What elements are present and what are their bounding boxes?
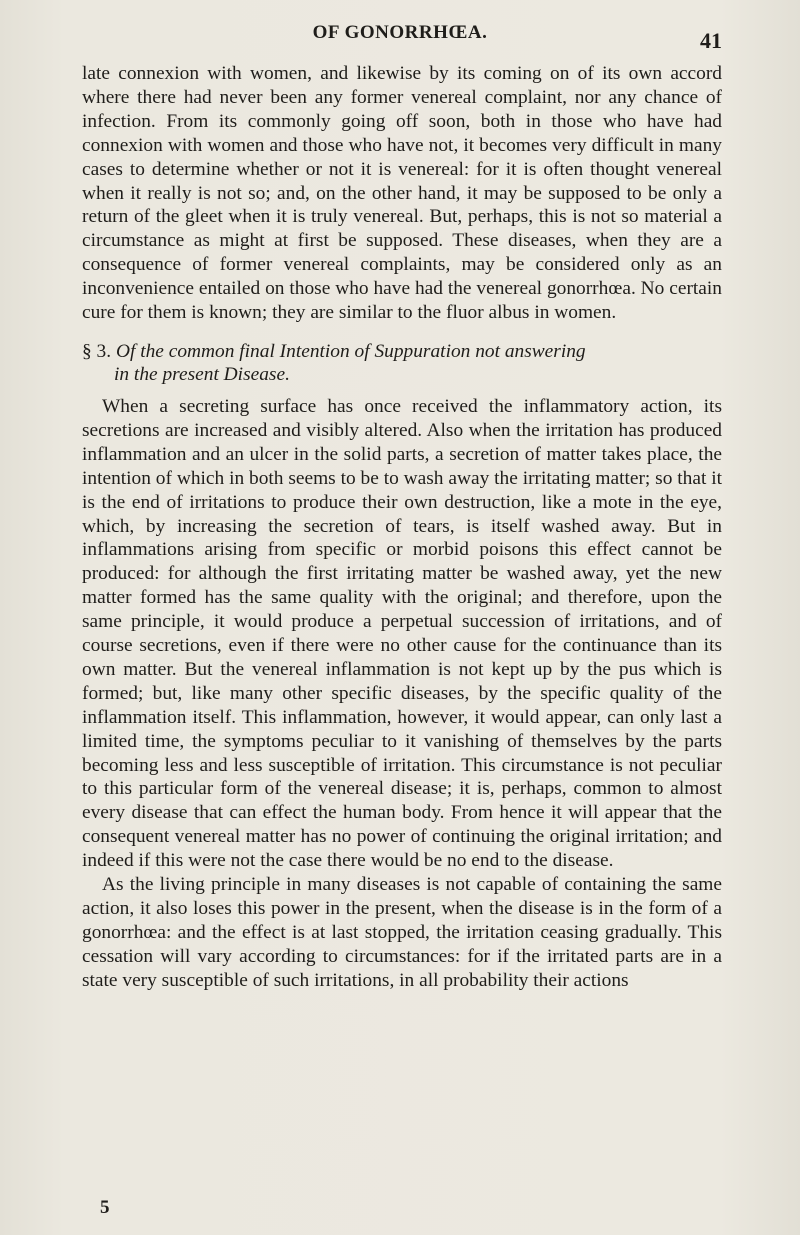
running-title: OF GONORRHŒA. <box>312 22 488 43</box>
body-text <box>82 62 722 993</box>
paragraph-living-principle: As the living principle in many diseases is not capable of containing the same action, it also loses this power in the present, when the disease is in the form of a gonorrhœa: and the effect is at last stopped, the irritation ceasing gradually. This cessation will vary according to circumstances: for if the irritated parts are in a state very susceptible of such irritations, in all probability their actions <box>82 874 722 991</box>
section-title-line1: Of the common final Intention of Suppuration not answering <box>115 340 586 362</box>
section-title-line2: in the present Disease. <box>114 363 290 385</box>
section-number: § 3. <box>82 340 112 362</box>
page-number: 41 <box>700 28 722 53</box>
section-heading <box>82 340 722 386</box>
signature-mark: 5 <box>100 1197 110 1218</box>
paragraph-continuation: late connexion with women, and likewise by its coming on of its own accord where there had never been any former venereal complaint, nor any chance of infection. From its commonly going off soon, both in those who have had connexion with women and those who have not, it becomes very difficult in many cases to determine whether or not it is venereal: for it is often thought venereal when it really is not so; and, on the other hand, it may be supposed to be only a return of the gleet when it is truly venereal. But, perhaps, this is not so material a circumstance as might at first be supposed. These diseases, when they are a consequence of former venereal complaints, may be considered only as an inconvenience entailed on those who have had the venereal gonorrhœa. No certain cure for them is known; they are similar to the fluor albus in women. <box>82 63 722 324</box>
running-head <box>80 22 720 52</box>
paragraph-secretion: When a secreting surface has once received the inflammatory action, its secretions are increased and visibly altered. Also when the irritation has produced inflammation and an ulcer in the solid parts, a secretion of matter takes place, the intention of which in both seems to be to wash away the irritating matter; so that it is the end of irritations to produce their own destruction, like a mote in the eye, which, by increasing the secretion of tears, is itself washed away. But in inflammations arising from specific or morbid poisons this effect cannot be produced: for although the first irritating matter be washed away, yet the new matter formed has the same quality with the original; and therefore, upon the same principle, it would produce a perpetual succession of irritations, and of course secretions, even if there were no other cause for the continuance than its own matter. But the venereal inflammation is not kept up by the pus which is formed; but, like many other specific diseases, by the specific quality of the inflammation itself. This inflammation, however, it would appear, can only last a limited time, the symptoms peculiar to it vanishing of themselves by the parts becoming less and less susceptible of irritation. This circumstance is not peculiar to this particular form of the venereal disease; it is, perhaps, common to almost every disease that can effect the human body. From hence it will appear that the consequent venereal matter has no power of continuing the original irritation; and indeed if this were not the case there would be no end to the disease. <box>82 395 722 872</box>
